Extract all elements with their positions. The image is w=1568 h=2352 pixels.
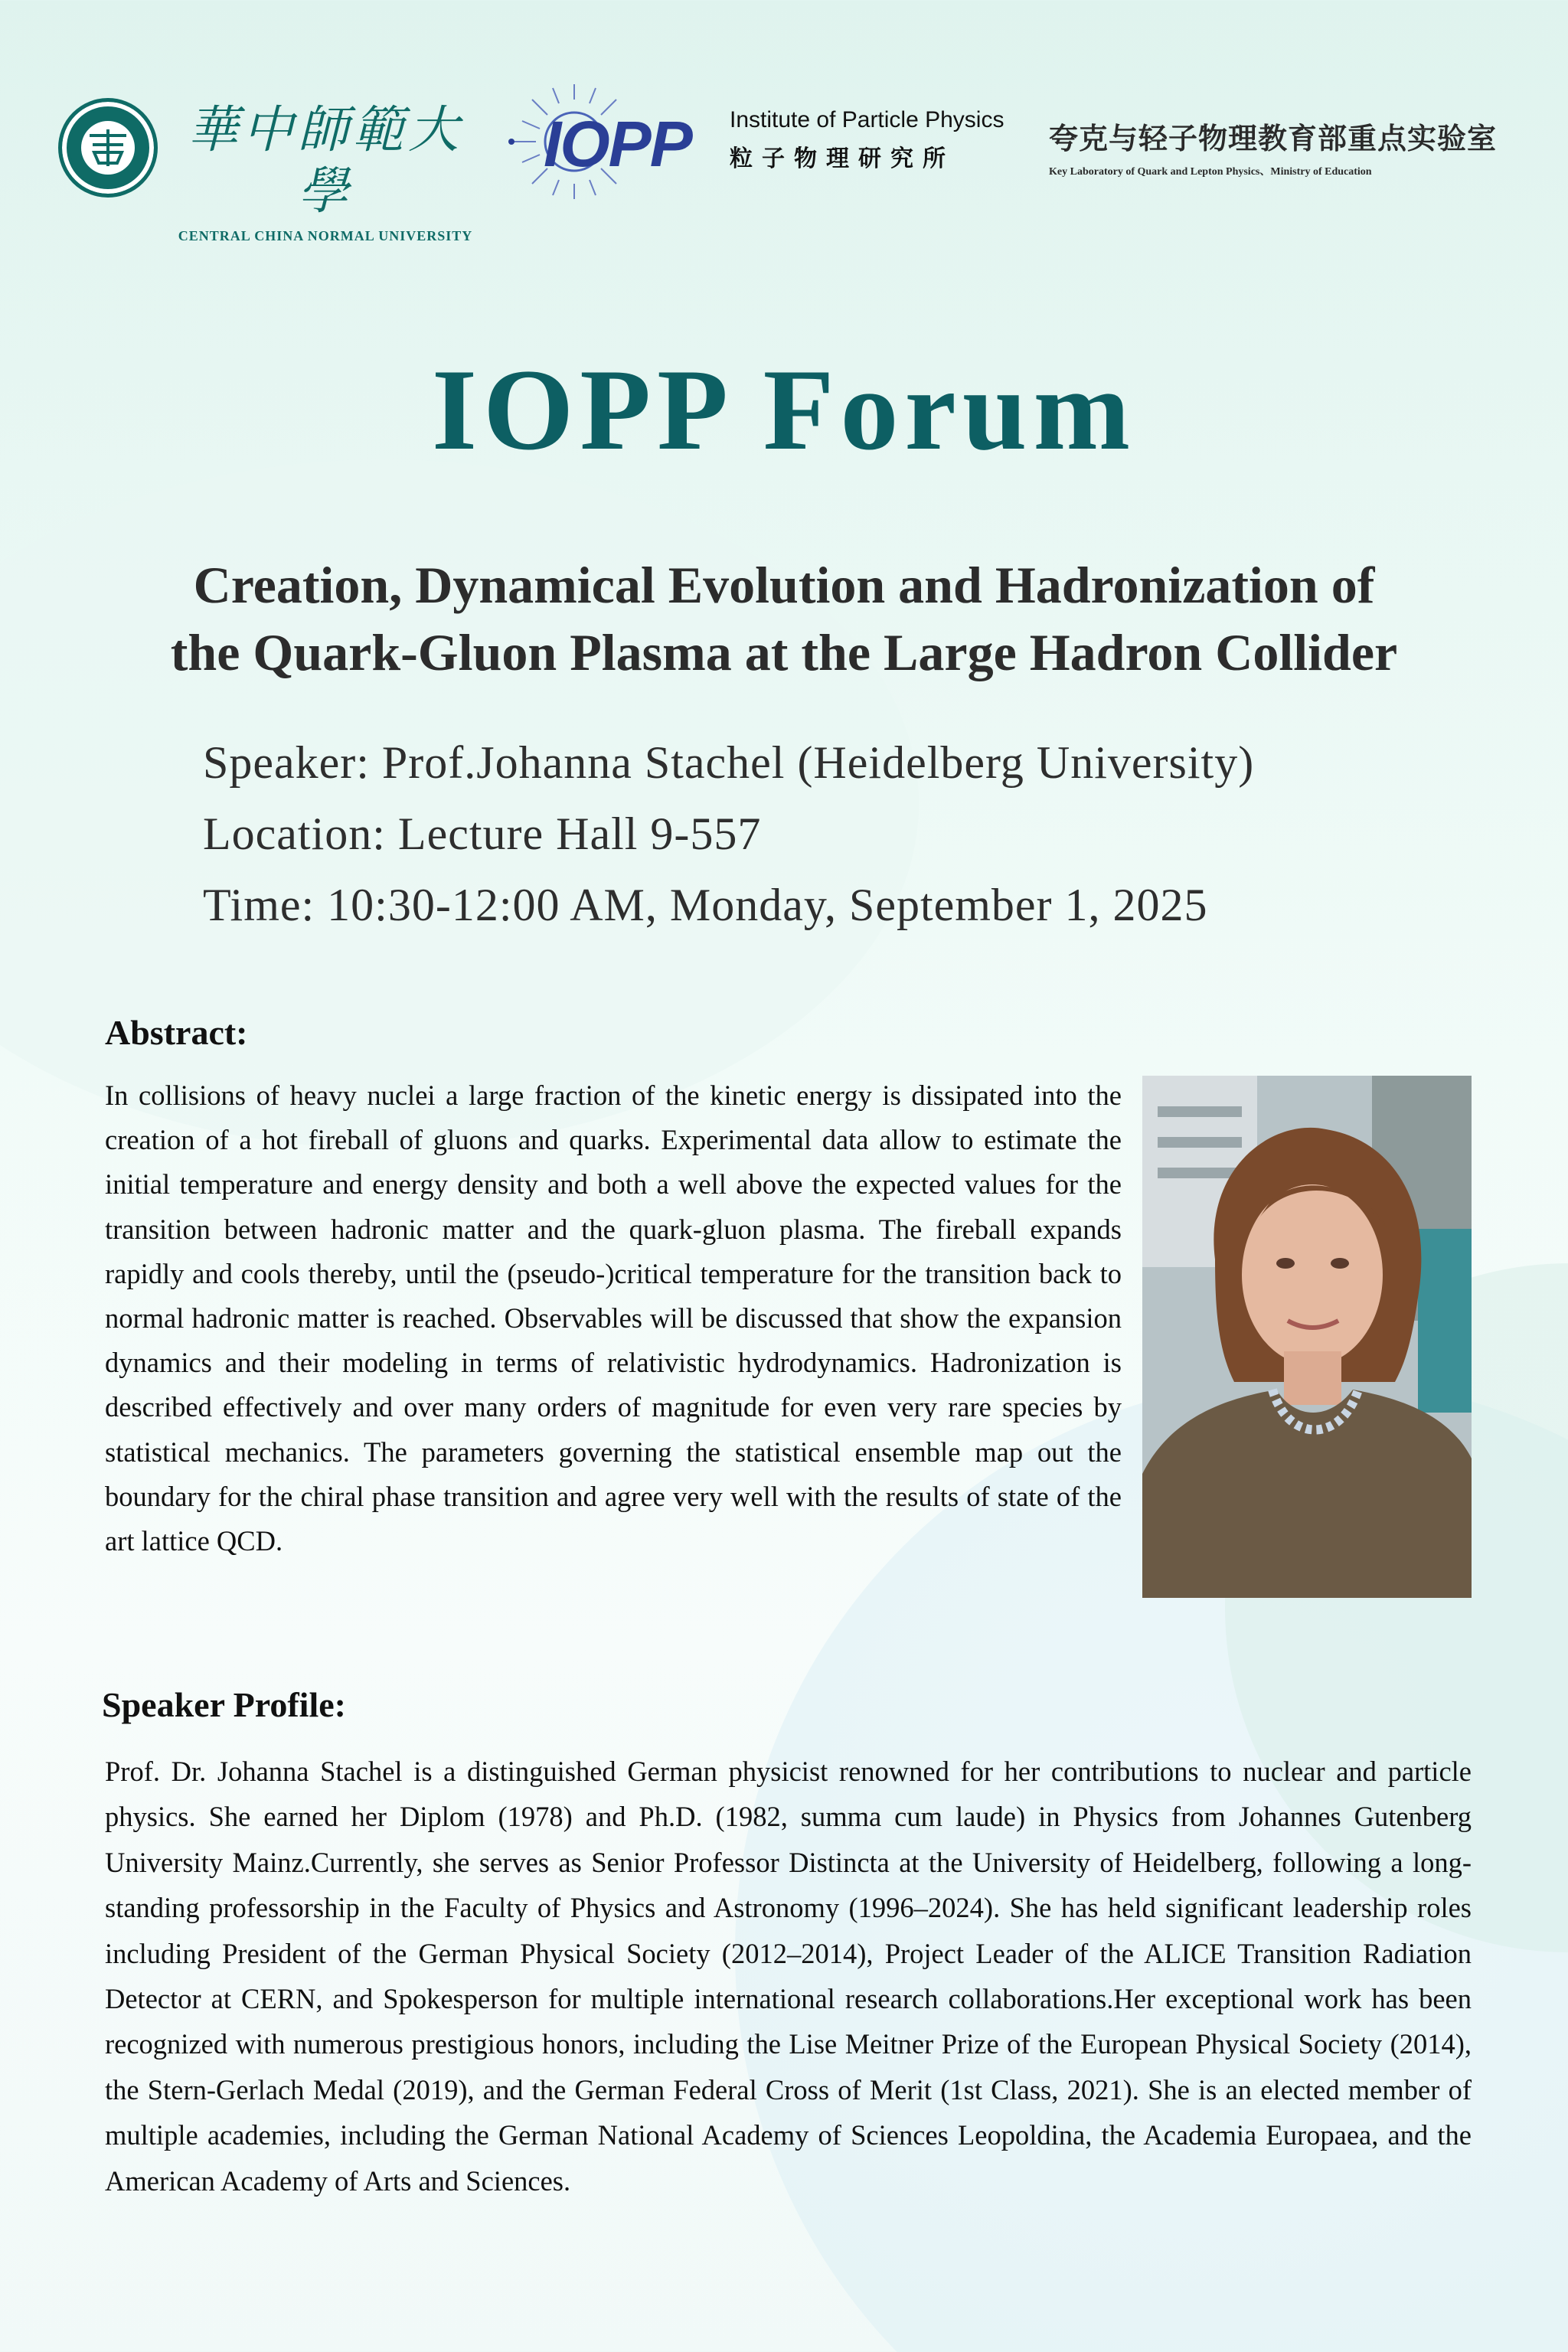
speaker-profile-heading: Speaker Profile: <box>102 1685 346 1724</box>
iopp-name-en: Institute of Particle Physics <box>730 107 1004 132</box>
ccnu-wordmark <box>176 100 475 243</box>
iopp-name-cn: 粒子物理研究所 <box>730 145 955 172</box>
ccnu-seal-logo <box>58 98 158 198</box>
location-info: Location: Lecture Hall 9-557 <box>203 808 762 859</box>
abstract-body: In collisions of heavy nuclei a large fraction of the kinetic energy is dissipated into the creation of a hot fireball of gluons and quarks. Experimental data allow to estimate the initial temperature and energy density and both a well above the expected values for the transition between hadronic matter and the quark-gluon plasma. The fireball expands rapidly and cools thereby, until the (pseudo-)critical temperature for the transition back to normal hadronic matter is reached. Observables will be discussed that show the expansion dynamics and their modeling in terms of relativistic hydrodynamics. Hadronization is described effectively and over many orders of magnitude for even very rare species by statistical mechanics. The parameters governing the statistical ensemble map out the boundary for the chiral phase transition and agree very well with the results of state of the art lattice QCD. <box>105 1080 1122 1557</box>
key-lab-name-cn: 夸克与轻子物理教育部重点实验室 <box>1049 122 1498 155</box>
talk-title-line-2: the Quark-Gluon Plasma at the Large Hadron Collider <box>170 623 1398 681</box>
talk-title <box>46 551 1522 686</box>
speaker-profile-body: Prof. Dr. Johanna Stachel is a distinguished German physicist renowned for her contributions to nuclear and particle physics. She earned her Diplom (1978) and Ph.D. (1982, summa cum laude) in Physics from Johannes Gutenberg University Mainz.Currently, she serves as Senior Professor Distincta at the University of Heidelberg, following a long-standing professorship in the Faculty of Physics and Astronomy (1996–2024). She has held significant leadership roles including President of the German Physical Society (2012–2014), Project Leader of the ALICE Transition Radiation Detector at CERN, and Spokesperson for multiple international research collaborations.Her exceptional work has been recognized with numerous prestigious honors, including the Lise Meitner Prize of the European Physical Society (2014), the Stern-Gerlach Medal (2019), and the German Federal Cross of Merit (1st Class, 2021). She is an elected member of multiple academies, including the German National Academy of Sciences Leopoldina, the Academia Europaea, and the American Academy of Arts and Sciences. <box>105 1756 1472 2197</box>
ccnu-name-en: CENTRAL CHINA NORMAL UNIVERSITY <box>178 228 473 243</box>
key-lab-name-en: Key Laboratory of Quark and Lepton Physics、Ministry of Education <box>1049 166 1372 178</box>
ccnu-name-cn: 華中師範大學 <box>188 100 463 220</box>
key-lab-name <box>1049 115 1524 184</box>
abstract-heading: Abstract: <box>105 1013 248 1052</box>
time-info: Time: 10:30-12:00 AM, Monday, September 1, 2025 <box>203 880 1208 930</box>
speaker-portrait-photo <box>1142 1076 1472 1598</box>
iopp-logo-text: IOPP <box>544 108 691 180</box>
ccnu-seal-inner <box>81 121 135 175</box>
speaker-info: Speaker: Prof.Johanna Stachel (Heidelberg University) <box>203 737 1255 788</box>
speaker-portrait-icon <box>1142 1076 1472 1598</box>
iopp-institute-name <box>730 107 1021 184</box>
ccnu-emblem-icon <box>87 126 129 169</box>
iopp-logo <box>505 84 704 199</box>
forum-title: IOPP Forum <box>431 345 1137 474</box>
talk-title-line-1: Creation, Dynamical Evolution and Hadronization of <box>193 556 1375 614</box>
